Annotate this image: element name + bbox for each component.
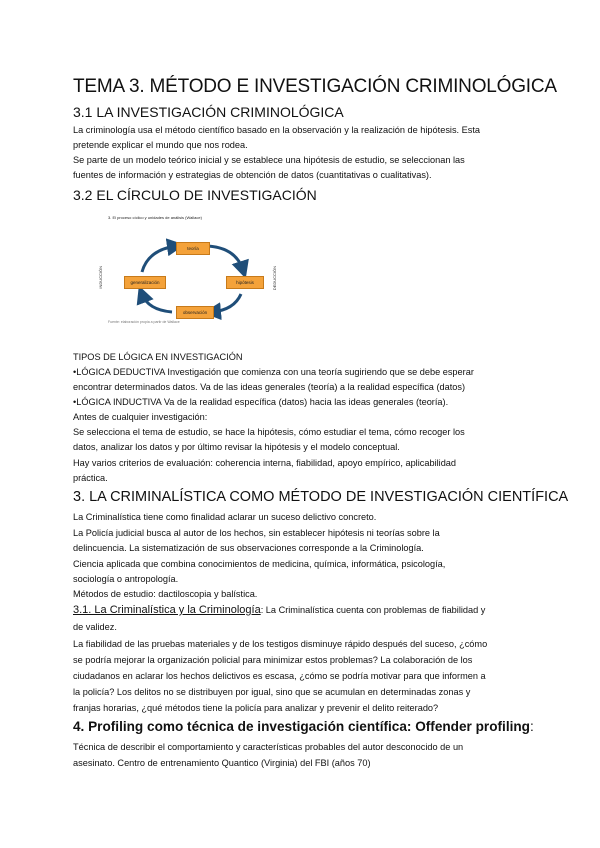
box-hypothesis: hipótesis <box>226 276 264 289</box>
arrow-observation-to-generalization <box>142 294 172 312</box>
deduction-label: DEDUCCIÓN <box>272 266 277 291</box>
induction-label: INDUCCIÓN <box>98 266 103 289</box>
paragraph-line: asesinato. Centro de entrenamiento Quantico (Virginia) del FBI (años 70) <box>73 758 371 768</box>
subsection-inline-text: : La Criminalística cuenta con problemas de fiabilidad y <box>260 605 486 615</box>
paragraph-line: Antes de cualquier investigación: <box>73 412 208 422</box>
diagram-title: 3. El proceso cíclico y unidades de análisis (Wallace) <box>108 215 202 220</box>
paragraph-line: La Criminalística tiene como finalidad aclarar un suceso delictivo concreto. <box>73 512 377 522</box>
paragraph-line: de validez. <box>73 622 117 632</box>
box-generalization: generalización <box>124 276 166 289</box>
paragraph-line: Métodos de estudio: dactiloscopia y balística. <box>73 589 258 599</box>
page-title: TEMA 3. MÉTODO E INVESTIGACIÓN CRIMINOLÓGICA <box>73 76 557 97</box>
paragraph-line: Se selecciona el tema de estudio, se hace la hipótesis, cómo estudiar el tema, cómo recoger los <box>73 427 465 437</box>
arrow-theory-to-hypothesis <box>208 246 243 270</box>
paragraph-line: sociología o antropología. <box>73 574 179 584</box>
arrow-hypothesis-to-observation <box>212 294 241 312</box>
paragraph-line: Ciencia aplicada que combina conocimientos de medicina, química, informática, psicología, <box>73 559 446 569</box>
section-3-2-heading: 3.2 EL CÍRCULO DE INVESTIGACIÓN <box>73 187 317 203</box>
paragraph-line: franjas horarias, ¿qué métodos tiene la policía para analizar y prevenir el delito reiterado? <box>73 703 439 713</box>
paragraph-line: datos, analizar los datos y por último revisar la hipótesis y el modelo conceptual. <box>73 442 400 452</box>
paragraph-line: la policía? Los delitos no se distribuyen por igual, sino que se acumulan en determinadas zonas y <box>73 687 471 697</box>
paragraph-line: La criminología usa el método científico basado en la observación y la realización de hipótesis. Esta <box>73 125 481 135</box>
box-theory: teoría <box>176 242 210 255</box>
section-4-heading <box>73 719 543 734</box>
diagram-caption: Fuente: elaboración propia a partir de Wallace <box>108 320 180 324</box>
paragraph-line: •LÓGICA DEDUCTIVA Investigación que comienza con una teoría sugiriendo que se debe esperar <box>73 367 474 377</box>
paragraph-line: encontrar determinados datos. Va de las ideas generales (teoría) a la realidad específica (datos) <box>73 382 466 392</box>
paragraph-line: práctica. <box>73 473 108 483</box>
paragraph-line: Se parte de un modelo teórico inicial y se establece una hipótesis de estudio, se seleccionan las <box>73 155 465 165</box>
paragraph-line: delincuencia. La sistematización de sus observaciones corresponde a la Criminología. <box>73 543 424 553</box>
research-cycle-diagram <box>96 212 286 332</box>
section-4-heading-text: 4. Profiling como técnica de investigación científica: Offender profiling <box>73 719 530 734</box>
paragraph-line: •LÓGICA INDUCTIVA Va de la realidad específica (datos) hacia las ideas generales (teoría). <box>73 397 449 407</box>
paragraph-line: La Policía judicial busca al autor de los hechos, sin establecer hipótesis ni teorías sobre la <box>73 528 440 538</box>
paragraph-line: La fiabilidad de las pruebas materiales y de los testigos disminuye rápido después del suceso, ¿cómo <box>73 639 488 649</box>
subsection-line <box>73 603 543 618</box>
subsection-3-1-heading: 3.1. La Criminalística y la Criminología <box>73 604 261 616</box>
paragraph-line: se podría mejorar la organización policial para minimizar estos problemas? La colaboración de los <box>73 655 473 665</box>
paragraph-line: pretende explicar el mundo que nos rodea. <box>73 140 248 150</box>
section-3-heading: 3. LA CRIMINALÍSTICA COMO MÉTODO DE INVESTIGACIÓN CIENTÍFICA <box>73 489 569 505</box>
section-4-heading-colon: : <box>529 719 534 734</box>
paragraph-line: TIPOS DE LÓGICA EN INVESTIGACIÓN <box>73 352 243 362</box>
paragraph-line: Hay varios criterios de evaluación: coherencia interna, fiabilidad, apoyo empírico, aplicabilidad <box>73 458 457 468</box>
paragraph-line: ciudadanos en aclarar los hechos delictivos es escasa, ¿cómo se podría motivar para que informen a <box>73 671 486 681</box>
paragraph-line: Técnica de describir el comportamiento y características probables del autor desconocido de un <box>73 742 464 752</box>
section-3-1-heading: 3.1 LA INVESTIGACIÓN CRIMINOLÓGICA <box>73 104 344 120</box>
arrow-generalization-to-theory <box>142 246 176 272</box>
box-observation: observación <box>176 306 214 319</box>
paragraph-line: fuentes de información y estrategias de obtención de datos (cuantitativas o cualitativas). <box>73 170 432 180</box>
